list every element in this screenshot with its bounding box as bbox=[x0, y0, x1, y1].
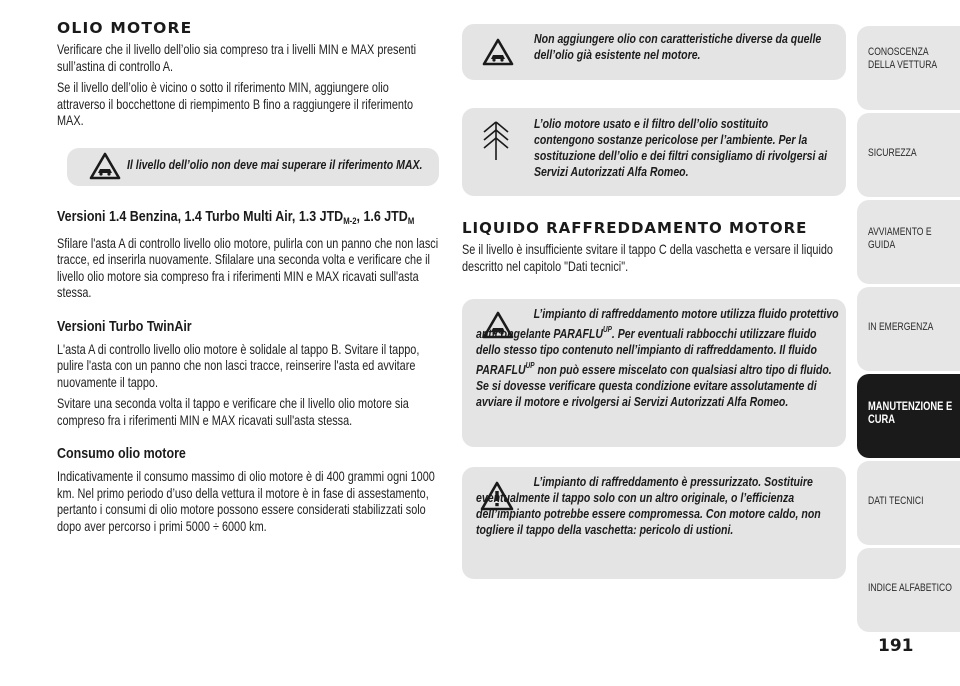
tab-manutenzione-cura[interactable]: MANUTENZIONE E CURA bbox=[857, 374, 960, 458]
note-pressure bbox=[462, 467, 846, 579]
twinair-title: Versioni Turbo TwinAir bbox=[57, 318, 192, 335]
tab-conoscenza-vettura[interactable]: CONOSCENZA DELLA VETTURA bbox=[857, 26, 960, 110]
chapter-tabs bbox=[857, 26, 960, 635]
tab-sicurezza[interactable]: SICUREZZA bbox=[857, 113, 960, 197]
twinair-paragraph-1: L'asta A di controllo livello olio motore è solidale al tappo B. Svitare il tappo, pulire l'asta con un panno che non lasci tracce, reinserire l'asta ed avvitare nuovamente il tappo. bbox=[57, 341, 420, 390]
tab-avviamento-guida[interactable]: AVVIAMENTO E GUIDA bbox=[857, 200, 960, 284]
note-oil-mix-text: Non aggiungere olio con caratteristiche diverse da quelle dell’olio già esistente nel motore. bbox=[534, 31, 822, 62]
note-environment bbox=[462, 108, 846, 196]
tab-dati-tecnici[interactable]: DATI TECNICI bbox=[857, 461, 960, 545]
coolant-section-title: LIQUIDO RAFFREDDAMENTO MOTORE bbox=[462, 219, 808, 237]
consumption-title: Consumo olio motore bbox=[57, 446, 186, 462]
left-column bbox=[57, 18, 439, 535]
note-oil-max bbox=[67, 148, 439, 186]
versions-paragraph: Sfilare l'asta A di controllo livello olio motore, pulirla con un panno che non lasci tracce, ed inserirla nuovamente. Sfilalare una seconda volta e verificare che il livello olio motore sia compreso fra i riferimenti MIN e MAX ricavati sull'asta stessa. bbox=[57, 235, 439, 300]
tab-indice-alfabetico[interactable]: INDICE ALFABETICO bbox=[857, 548, 960, 632]
versions-title: Versioni 1.4 Benzina, 1.4 Turbo Multi Air, 1.3 $JTD_{M-2}$, 1.6 $JTD_M$ bbox=[57, 208, 415, 226]
oil-paragraph-2: Se il livello dell’olio è vicino o sotto il riferimento MIN, aggiungere olio attraverso il bocchettone di riempimento B fino a raggiungere il riferimento MAX. bbox=[57, 80, 414, 128]
right-column bbox=[462, 24, 846, 579]
note-environment-text-1: L’olio motore usato e il filtro dell’olio sostituito contengono sostanze pericolose per l’ambiente. Per la sostituzione dell’olio e dei filtri consigliamo di rivolgersi ai Servizi Autorizzati Alfa Romeo. bbox=[534, 116, 828, 179]
note-oil-mix bbox=[462, 24, 846, 80]
oil-section-title: OLIO MOTORE bbox=[57, 19, 193, 37]
oil-paragraph-1: Verificare che il livello dell’olio sia compreso tra i livelli MIN e MAX presenti sull’astina di controllo A. bbox=[57, 42, 417, 74]
page-number: 191 bbox=[878, 636, 914, 656]
tab-in-emergenza[interactable]: IN EMERGENZA bbox=[857, 287, 960, 371]
tree-environment-icon bbox=[480, 118, 512, 166]
twinair-paragraph-2: Svitare una seconda volta il tappo e verificare che il livello olio motore sia compreso fra i riferimenti MIN e MAX ricavati sull'asta stessa. bbox=[57, 396, 409, 428]
car-warning-icon bbox=[89, 152, 121, 184]
note-paraflu-text: L’impianto di raffreddamento motore utilizza fluido protettivo anticongelante $PARAFLU^{UP}$. Per eventuali rabbocchi utilizzare fluido dello stesso tipo contenuto nell’impianto di raffreddamento. Il fluido $PARAFLU^{UP}$ non può essere miscelato con qualsiasi altro tipo di fluido. Se si dovesse verificare questa condizione evitare assolutamente di avviare il motore e rivolgersi ai Servizi Autorizzati Alfa Romeo. bbox=[476, 306, 839, 409]
consumption-paragraph: Indicativamente il consumo massimo di olio motore è di 400 grammi ogni 1000 km. Nel primo periodo d’uso della vettura il motore è in fase di assestamento, pertanto i consumi di olio motore possono essere considerati stabilizzati solo dopo aver percorso i primi 5000 ÷ 6000 km. bbox=[57, 469, 435, 534]
car-warning-icon bbox=[482, 38, 514, 70]
note-oil-max-text: Il livello dell’olio non deve mai superare il riferimento MAX. bbox=[127, 156, 423, 172]
note-paraflu bbox=[462, 299, 846, 447]
coolant-paragraph: Se il livello è insufficiente svitare il tappo C della vaschetta e versare il liquido descritto nel capitolo "Dati tecnici". bbox=[462, 242, 833, 274]
note-pressure-text: L’impianto di raffreddamento è pressurizzato. Sostituire eventualmente il tappo solo con un altro originale, o l’efficienza dell’impianto potrebbe essere compromessa. Con motore caldo, non togliere il tappo della vaschetta: pericolo di ustioni. bbox=[476, 474, 821, 537]
